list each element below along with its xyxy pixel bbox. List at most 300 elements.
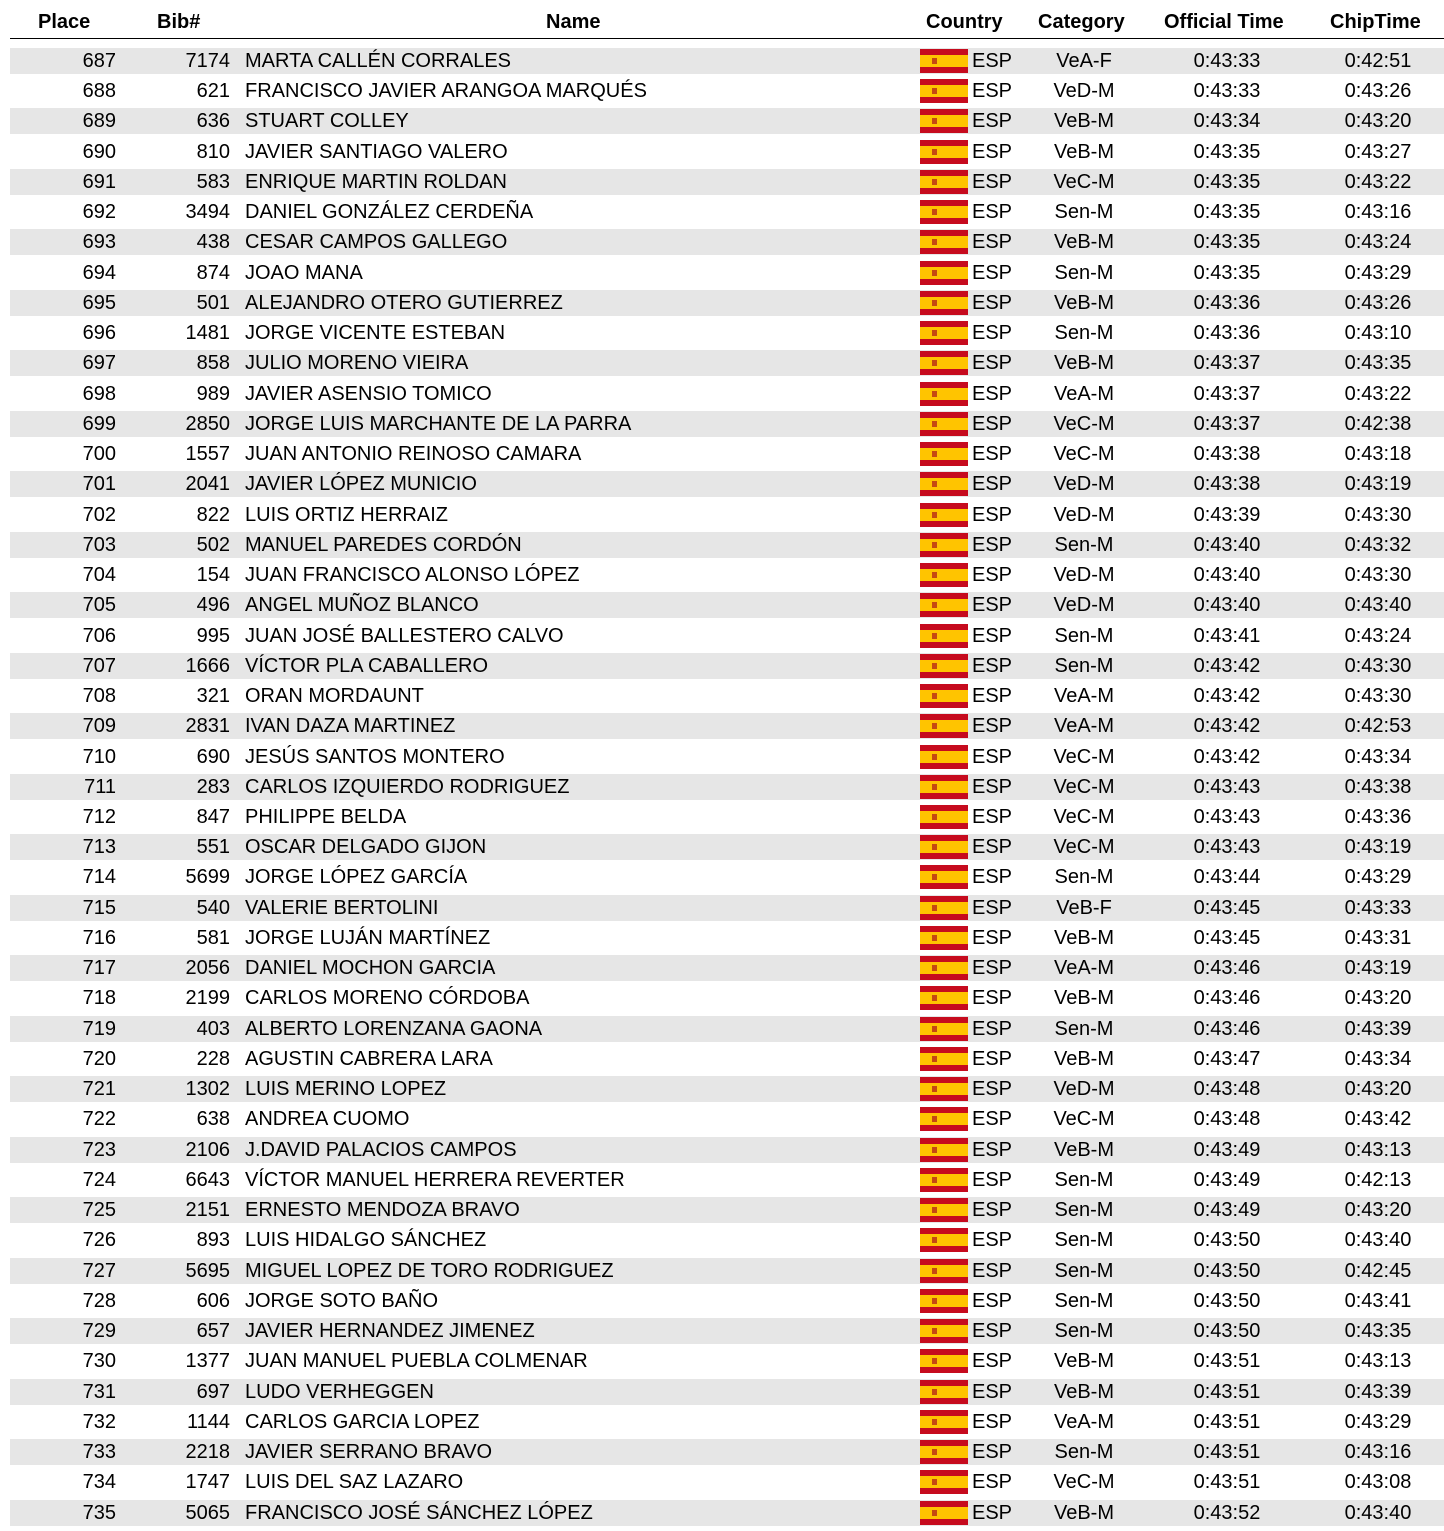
spain-flag-icon (920, 49, 968, 73)
country-cell: ESP (972, 1047, 1013, 1070)
official-time-cell: 0:43:51 (1193, 1380, 1261, 1403)
table-row (10, 683, 1444, 709)
table-row (10, 1197, 1444, 1223)
country-cell: ESP (972, 745, 1013, 768)
name-cell: MIGUEL LOPEZ DE TORO RODRIGUEZ (245, 1259, 614, 1282)
category-cell: VeC-M (1053, 836, 1115, 859)
spain-flag-icon (920, 745, 968, 769)
place-cell: 732 (82, 1410, 116, 1433)
name-cell: ALBERTO LORENZANA GAONA (245, 1017, 543, 1040)
spain-flag-icon (920, 865, 968, 889)
bib-cell: 1377 (185, 1350, 230, 1373)
table-row (10, 774, 1444, 800)
name-cell: CARLOS GARCIA LOPEZ (245, 1410, 480, 1433)
chip-time-cell: 0:43:20 (1344, 110, 1412, 133)
spain-flag-icon (920, 1198, 968, 1222)
chip-time-cell: 0:42:45 (1344, 1259, 1412, 1282)
bib-cell: 858 (196, 352, 230, 375)
spain-flag-icon (920, 1168, 968, 1192)
country-cell: ESP (972, 352, 1013, 375)
table-row (10, 895, 1444, 921)
category-cell: VeB-M (1053, 291, 1115, 314)
table-row (10, 48, 1444, 74)
country-cell: ESP (972, 866, 1013, 889)
category-cell: Sen-M (1054, 1320, 1114, 1343)
country-cell: ESP (972, 715, 1013, 738)
official-time-cell: 0:43:37 (1193, 382, 1261, 405)
spain-flag-icon (920, 654, 968, 678)
official-time-cell: 0:43:40 (1193, 594, 1261, 617)
bib-cell: 583 (196, 170, 230, 193)
country-cell: ESP (972, 443, 1013, 466)
chip-time-cell: 0:43:24 (1344, 231, 1412, 254)
place-cell: 696 (82, 322, 116, 345)
table-row (10, 350, 1444, 376)
chip-time-cell: 0:43:29 (1344, 261, 1412, 284)
official-time-cell: 0:43:44 (1193, 866, 1261, 889)
country-cell: ESP (972, 1199, 1013, 1222)
category-cell: VeA-F (1056, 50, 1112, 72)
spain-flag-icon (920, 684, 968, 708)
country-cell: ESP (972, 473, 1013, 496)
name-cell: JULIO MORENO VIEIRA (245, 352, 469, 375)
bib-cell: 2218 (185, 1441, 230, 1464)
bib-cell: 540 (196, 896, 230, 919)
name-cell: VÍCTOR MANUEL HERRERA REVERTER (245, 1168, 625, 1191)
bib-cell: 2041 (185, 473, 230, 496)
name-cell: ENRIQUE MARTIN ROLDAN (245, 170, 507, 193)
chip-time-cell: 0:43:34 (1344, 745, 1412, 768)
category-cell: VeD-M (1053, 594, 1115, 617)
place-cell: 729 (82, 1320, 116, 1343)
country-cell: ESP (972, 1108, 1013, 1131)
table-row (10, 1379, 1444, 1405)
chip-time-cell: 0:43:32 (1344, 533, 1412, 556)
country-cell: ESP (972, 1320, 1013, 1343)
category-cell: VeB-M (1053, 140, 1115, 163)
table-row (10, 562, 1444, 588)
place-cell: 731 (82, 1380, 116, 1403)
name-cell: FRANCISCO JAVIER ARANGOA MARQUÉS (245, 80, 647, 103)
bib-cell: 657 (196, 1320, 230, 1343)
table-row (10, 955, 1444, 981)
chip-time-cell: 0:43:08 (1344, 1471, 1412, 1494)
country-cell: ESP (972, 1229, 1013, 1252)
header-place: Place (38, 11, 91, 33)
country-cell: ESP (972, 836, 1013, 859)
place-cell: 697 (82, 352, 116, 375)
table-row (10, 199, 1444, 225)
table-row (10, 925, 1444, 951)
chip-time-cell: 0:43:19 (1344, 473, 1412, 496)
country-cell: ESP (972, 1289, 1013, 1312)
category-cell: VeA-M (1053, 957, 1115, 980)
place-cell: 699 (82, 412, 116, 435)
chip-time-cell: 0:43:16 (1344, 201, 1412, 224)
chip-time-cell: 0:43:40 (1344, 594, 1412, 617)
table-row (10, 1076, 1444, 1102)
chip-time-cell: 0:43:30 (1344, 654, 1412, 677)
chip-time-cell: 0:42:13 (1344, 1168, 1412, 1191)
table-row (10, 864, 1444, 890)
country-cell: ESP (972, 624, 1013, 647)
spain-flag-icon (920, 624, 968, 648)
place-cell: 721 (82, 1078, 116, 1101)
table-row (10, 532, 1444, 558)
chip-time-cell: 0:43:31 (1344, 926, 1412, 949)
table-row (10, 290, 1444, 316)
table-row (10, 1348, 1444, 1374)
category-cell: VeA-M (1053, 382, 1115, 405)
category-cell: VeA-M (1053, 1410, 1115, 1433)
country-cell: ESP (972, 261, 1013, 284)
table-row (10, 1318, 1444, 1344)
spain-flag-icon (920, 321, 968, 345)
bib-cell: 496 (196, 594, 230, 617)
place-cell: 728 (82, 1289, 116, 1312)
category-cell: Sen-M (1054, 1199, 1114, 1222)
chip-time-cell: 0:43:30 (1344, 564, 1412, 587)
place-cell: 730 (82, 1350, 116, 1373)
table-row (10, 229, 1444, 255)
place-cell: 713 (82, 836, 116, 859)
table-row (10, 1500, 1444, 1526)
header-country: Country (926, 11, 1003, 33)
bib-cell: 501 (196, 291, 230, 314)
place-cell: 712 (82, 806, 116, 828)
place-cell: 722 (82, 1108, 116, 1131)
bib-cell: 697 (196, 1380, 230, 1403)
name-cell: PHILIPPE BELDA (245, 806, 407, 828)
spain-flag-icon (920, 563, 968, 587)
official-time-cell: 0:43:36 (1193, 322, 1261, 345)
category-cell: Sen-M (1054, 1168, 1114, 1191)
place-cell: 724 (82, 1168, 116, 1191)
category-cell: VeD-M (1053, 473, 1115, 496)
table-row (10, 1409, 1444, 1435)
official-time-cell: 0:43:37 (1193, 412, 1261, 435)
spain-flag-icon (920, 1501, 968, 1525)
chip-time-cell: 0:43:26 (1344, 80, 1412, 103)
chip-time-cell: 0:43:29 (1344, 866, 1412, 889)
bib-cell: 581 (196, 926, 230, 949)
table-row (10, 381, 1444, 407)
header-name: Name (546, 11, 601, 33)
name-cell: JAVIER LÓPEZ MUNICIO (245, 473, 477, 496)
spain-flag-icon (920, 805, 968, 829)
chip-time-cell: 0:43:16 (1344, 1441, 1412, 1464)
category-cell: Sen-M (1054, 1259, 1114, 1282)
name-cell: JORGE LUJÁN MARTÍNEZ (245, 926, 491, 949)
table-row (10, 985, 1444, 1011)
table-row (10, 1167, 1444, 1193)
category-cell: Sen-M (1054, 322, 1114, 345)
category-cell: VeD-M (1053, 1078, 1115, 1101)
name-cell: AGUSTIN CABRERA LARA (245, 1047, 493, 1070)
bib-cell: 638 (196, 1108, 230, 1131)
official-time-cell: 0:43:50 (1193, 1320, 1261, 1343)
chip-time-cell: 0:43:18 (1344, 443, 1412, 466)
category-cell: VeD-M (1053, 80, 1115, 103)
header-official-time: Official Time (1164, 11, 1284, 33)
name-cell: CARLOS IZQUIERDO RODRIGUEZ (245, 775, 570, 798)
country-cell: ESP (972, 382, 1013, 405)
country-cell: ESP (972, 170, 1013, 193)
spain-flag-icon (920, 442, 968, 466)
official-time-cell: 0:43:33 (1193, 50, 1261, 72)
country-cell: ESP (972, 533, 1013, 556)
name-cell: JAVIER SANTIAGO VALERO (245, 140, 508, 163)
chip-time-cell: 0:42:38 (1344, 412, 1412, 435)
official-time-cell: 0:43:50 (1193, 1259, 1261, 1282)
bib-cell: 438 (196, 231, 230, 254)
spain-flag-icon (920, 714, 968, 738)
chip-time-cell: 0:43:41 (1344, 1289, 1412, 1312)
country-cell: ESP (972, 1138, 1013, 1161)
name-cell: VÍCTOR PLA CABALLERO (245, 654, 489, 677)
spain-flag-icon (920, 956, 968, 980)
official-time-cell: 0:43:40 (1193, 564, 1261, 587)
table-row (10, 260, 1444, 286)
name-cell: IVAN DAZA MARTINEZ (245, 715, 456, 738)
category-cell: VeC-M (1053, 775, 1115, 798)
place-cell: 700 (82, 443, 116, 466)
spain-flag-icon (920, 1289, 968, 1313)
country-cell: ESP (972, 685, 1013, 708)
bib-cell: 606 (196, 1289, 230, 1312)
bib-cell: 551 (196, 836, 230, 859)
category-cell: Sen-M (1054, 1229, 1114, 1252)
country-cell: ESP (972, 503, 1013, 526)
chip-time-cell: 0:43:39 (1344, 1017, 1412, 1040)
spain-flag-icon (920, 291, 968, 315)
category-cell: VeC-M (1053, 806, 1115, 828)
table-row (10, 653, 1444, 679)
official-time-cell: 0:43:43 (1193, 836, 1261, 859)
spain-flag-icon (920, 200, 968, 224)
country-cell: ESP (972, 50, 1013, 72)
place-cell: 698 (82, 382, 116, 405)
category-cell: VeB-M (1053, 231, 1115, 254)
country-cell: ESP (972, 110, 1013, 133)
place-cell: 717 (82, 957, 116, 980)
official-time-cell: 0:43:46 (1193, 1017, 1261, 1040)
country-cell: ESP (972, 1410, 1013, 1433)
country-cell: ESP (972, 291, 1013, 314)
name-cell: J.DAVID PALACIOS CAMPOS (245, 1138, 517, 1161)
country-cell: ESP (972, 594, 1013, 617)
official-time-cell: 0:43:42 (1193, 654, 1261, 677)
bib-cell: 621 (196, 80, 230, 103)
name-cell: JESÚS SANTOS MONTERO (245, 745, 505, 768)
chip-time-cell: 0:43:27 (1344, 140, 1412, 163)
name-cell: MANUEL PAREDES CORDÓN (245, 533, 522, 556)
official-time-cell: 0:43:46 (1193, 987, 1261, 1010)
name-cell: ALEJANDRO OTERO GUTIERREZ (245, 291, 563, 314)
category-cell: VeB-M (1053, 1380, 1115, 1403)
country-cell: ESP (972, 1259, 1013, 1282)
official-time-cell: 0:43:50 (1193, 1229, 1261, 1252)
bib-cell: 2106 (185, 1138, 230, 1161)
bib-cell: 847 (196, 806, 230, 828)
bib-cell: 874 (196, 261, 230, 284)
chip-time-cell: 0:43:35 (1344, 1320, 1412, 1343)
official-time-cell: 0:43:43 (1193, 806, 1261, 828)
country-cell: ESP (972, 1017, 1013, 1040)
place-cell: 711 (84, 775, 116, 798)
place-cell: 710 (82, 745, 116, 768)
spain-flag-icon (920, 261, 968, 285)
table-row (10, 139, 1444, 165)
category-cell: VeB-M (1053, 1350, 1115, 1373)
chip-time-cell: 0:43:29 (1344, 1410, 1412, 1433)
name-cell: ANGEL MUÑOZ BLANCO (245, 594, 479, 617)
bib-cell: 502 (196, 533, 230, 556)
name-cell: JORGE LÓPEZ GARCÍA (245, 866, 468, 889)
spain-flag-icon (920, 986, 968, 1010)
place-cell: 692 (82, 201, 116, 224)
chip-time-cell: 0:43:24 (1344, 624, 1412, 647)
official-time-cell: 0:43:38 (1193, 473, 1261, 496)
name-cell: JUAN FRANCISCO ALONSO LÓPEZ (245, 564, 580, 587)
official-time-cell: 0:43:39 (1193, 503, 1261, 526)
bib-cell: 1666 (185, 654, 230, 677)
chip-time-cell: 0:43:36 (1344, 806, 1412, 828)
country-cell: ESP (972, 201, 1013, 224)
official-time-cell: 0:43:49 (1193, 1199, 1261, 1222)
bib-cell: 1557 (185, 443, 230, 466)
chip-time-cell: 0:43:22 (1344, 170, 1412, 193)
header-chip-time: ChipTime (1330, 11, 1421, 33)
official-time-cell: 0:43:51 (1193, 1410, 1261, 1433)
header-bib: Bib# (157, 11, 201, 33)
category-cell: Sen-M (1054, 201, 1114, 224)
bib-cell: 1481 (185, 322, 230, 345)
category-cell: VeC-M (1053, 443, 1115, 466)
spain-flag-icon (920, 1047, 968, 1071)
name-cell: JAVIER HERNANDEZ JIMENEZ (245, 1320, 535, 1343)
place-cell: 716 (82, 926, 116, 949)
bib-cell: 2151 (185, 1199, 230, 1222)
country-cell: ESP (972, 322, 1013, 345)
official-time-cell: 0:43:42 (1193, 685, 1261, 708)
spain-flag-icon (920, 1077, 968, 1101)
bib-cell: 1747 (185, 1471, 230, 1494)
spain-flag-icon (920, 140, 968, 164)
country-cell: ESP (972, 1471, 1013, 1494)
bib-cell: 893 (196, 1229, 230, 1252)
bib-cell: 403 (196, 1017, 230, 1040)
name-cell: JORGE LUIS MARCHANTE DE LA PARRA (245, 412, 632, 435)
name-cell: JUAN MANUEL PUEBLA COLMENAR (245, 1350, 588, 1373)
place-cell: 734 (82, 1471, 116, 1494)
chip-time-cell: 0:43:40 (1344, 1501, 1412, 1524)
name-cell: VALERIE BERTOLINI (245, 896, 439, 919)
category-cell: VeA-M (1053, 715, 1115, 738)
bib-cell: 822 (196, 503, 230, 526)
bib-cell: 1144 (186, 1410, 230, 1433)
category-cell: VeC-M (1053, 745, 1115, 768)
official-time-cell: 0:43:42 (1193, 745, 1261, 768)
category-cell: VeD-M (1053, 564, 1115, 587)
category-cell: VeB-M (1053, 352, 1115, 375)
chip-time-cell: 0:43:10 (1344, 322, 1412, 345)
name-cell: DANIEL GONZÁLEZ CERDEÑA (245, 201, 534, 224)
chip-time-cell: 0:43:30 (1344, 503, 1412, 526)
bib-cell: 5065 (185, 1501, 230, 1524)
bib-cell: 995 (196, 624, 230, 647)
category-cell: VeC-M (1053, 170, 1115, 193)
spain-flag-icon (920, 1410, 968, 1434)
official-time-cell: 0:43:52 (1193, 1501, 1261, 1524)
official-time-cell: 0:43:42 (1193, 715, 1261, 738)
category-cell: VeB-M (1053, 987, 1115, 1010)
spain-flag-icon (920, 503, 968, 527)
official-time-cell: 0:43:45 (1193, 896, 1261, 919)
category-cell: VeB-M (1053, 1501, 1115, 1524)
table-row (10, 320, 1444, 346)
bib-cell: 2056 (185, 957, 230, 980)
country-cell: ESP (972, 1441, 1013, 1464)
official-time-cell: 0:43:35 (1193, 201, 1261, 224)
table-row (10, 78, 1444, 104)
spain-flag-icon (920, 1138, 968, 1162)
table-row (10, 1469, 1444, 1495)
table-row (10, 1227, 1444, 1253)
spain-flag-icon (920, 593, 968, 617)
place-cell: 704 (82, 564, 116, 587)
table-row (10, 502, 1444, 528)
name-cell: LUIS HIDALGO SÁNCHEZ (245, 1229, 487, 1252)
spain-flag-icon (920, 1228, 968, 1252)
place-cell: 725 (82, 1199, 116, 1222)
name-cell: FRANCISCO JOSÉ SÁNCHEZ LÓPEZ (245, 1501, 593, 1524)
table-row (10, 834, 1444, 860)
chip-time-cell: 0:43:33 (1344, 896, 1412, 919)
country-cell: ESP (972, 1168, 1013, 1191)
bib-cell: 7174 (185, 50, 230, 72)
official-time-cell: 0:43:51 (1193, 1441, 1261, 1464)
chip-time-cell: 0:43:38 (1344, 775, 1412, 798)
official-time-cell: 0:43:45 (1193, 926, 1261, 949)
official-time-cell: 0:43:35 (1193, 261, 1261, 284)
bib-cell: 636 (196, 110, 230, 133)
spain-flag-icon (920, 1440, 968, 1464)
category-cell: VeD-M (1053, 503, 1115, 526)
official-time-cell: 0:43:37 (1193, 352, 1261, 375)
bib-cell: 321 (196, 685, 230, 708)
country-cell: ESP (972, 412, 1013, 435)
country-cell: ESP (972, 140, 1013, 163)
bib-cell: 5699 (185, 866, 230, 889)
table-header (0, 0, 1444, 38)
official-time-cell: 0:43:49 (1193, 1168, 1261, 1191)
category-cell: Sen-M (1054, 1017, 1114, 1040)
name-cell: OSCAR DELGADO GIJON (245, 836, 487, 859)
place-cell: 688 (82, 80, 116, 103)
table-row (10, 1137, 1444, 1163)
chip-time-cell: 0:43:20 (1344, 987, 1412, 1010)
chip-time-cell: 0:43:19 (1344, 957, 1412, 980)
place-cell: 702 (82, 503, 116, 526)
place-cell: 727 (82, 1259, 116, 1282)
chip-time-cell: 0:43:13 (1344, 1138, 1412, 1161)
chip-time-cell: 0:43:20 (1344, 1199, 1412, 1222)
category-cell: VeB-M (1053, 926, 1115, 949)
bib-cell: 690 (196, 745, 230, 768)
category-cell: Sen-M (1054, 624, 1114, 647)
chip-time-cell: 0:43:40 (1344, 1229, 1412, 1252)
